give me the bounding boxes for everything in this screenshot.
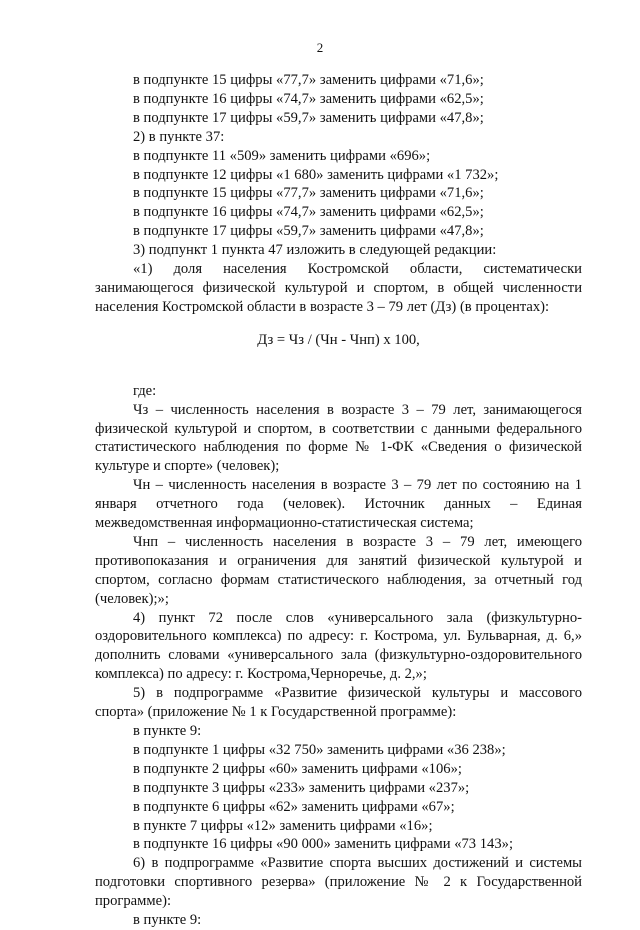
page-number: 2: [316, 40, 324, 55]
paragraph: Чз – численность населения в возрасте 3 – 79 лет, занимающегося физической культурой и спортом, в соответствии с данными федерального статистического наблюдения по форме № 1-ФК «Сведения о физической культуре и спорте» (человек);: [95, 401, 582, 475]
paragraph: в подпункте 6 цифры «62» заменить цифрами «67»;: [133, 798, 455, 815]
paragraph: 3) подпункт 1 пункта 47 изложить в следующей редакции:: [133, 242, 497, 259]
paragraph: в подпункте 11 «509» заменить цифрами «696»;: [133, 147, 431, 164]
paragraph: в подпункте 17 цифры «59,7» заменить цифрами «47,8»;: [133, 109, 484, 126]
paragraph: 6) в подпрограмме «Развитие спорта высших достижений и системы подготовки спортивного резерва» (приложение № 2 к Государственной программе):: [95, 855, 582, 910]
paragraph: «1) доля населения Костромской области, систематически занимающегося физической культурой и спортом, в общей численности населения Костромской области в возрасте 3 – 79 лет (Дз) (в процентах):: [95, 261, 582, 315]
paragraph: где:: [133, 382, 157, 399]
paragraph: в подпункте 17 цифры «59,7» заменить цифрами «47,8»;: [133, 223, 484, 240]
paragraph: в подпункте 16 цифры «90 000» заменить цифрами «73 143»;: [133, 836, 513, 853]
paragraph: в пункте 7 цифры «12» заменить цифрами «16»;: [133, 817, 433, 834]
paragraph: в подпункте 15 цифры «77,7» заменить цифрами «71,6»;: [133, 72, 484, 88]
paragraph: в подпункте 12 цифры «1 680» заменить цифрами «1 732»;: [133, 166, 499, 183]
paragraph: в подпункте 1 цифры «32 750» заменить цифрами «36 238»;: [133, 741, 506, 758]
paragraph: в пункте 9:: [133, 723, 202, 739]
paragraph: 2) в пункте 37:: [133, 128, 225, 145]
paragraph: Чнп – численность населения в возрасте 3 – 79 лет, имеющего противопоказания и ограничения для занятий физической культурой и спортом, согласно формам статистического наблюдения, за отчетный год (человек);»;: [95, 533, 582, 607]
paragraph: в пункте 9:: [133, 912, 202, 929]
paragraph: в подпункте 3 цифры «233» заменить цифрами «237»;: [133, 779, 470, 796]
paragraph: в подпункте 16 цифры «74,7» заменить цифрами «62,5»;: [133, 204, 484, 221]
paragraph: в подпункте 2 цифры «60» заменить цифрами «106»;: [133, 760, 462, 777]
document-body: [95, 71, 582, 930]
paragraph: 5) в подпрограмме «Развитие физической культуры и массового спорта» (приложение № 1 к Государственной программе):: [95, 685, 582, 721]
paragraph: в подпункте 15 цифры «77,7» заменить цифрами «71,6»;: [133, 185, 484, 202]
formula: Дз = Чз / (Чн - Чнп) х 100,: [257, 331, 420, 348]
paragraph: Чн – численность населения в возрасте 3 – 79 лет по состоянию на 1 января отчетного года (человек). Источник данных – Единая межведомственная информационно-статистическая система;: [95, 477, 582, 532]
paragraph: 4) пункт 72 после слов «универсального зала (физкультурно-оздоровительного комплекса) по адресу: г. Кострома, ул. Бульварная, д. 6,» дополнить словами «универсального зала (физкультурно-оздоровительного комплекса) по адресу: г. Кострома,Черноречье, д. 2,»;: [95, 609, 582, 683]
paragraph: в подпункте 16 цифры «74,7» заменить цифрами «62,5»;: [133, 90, 484, 107]
